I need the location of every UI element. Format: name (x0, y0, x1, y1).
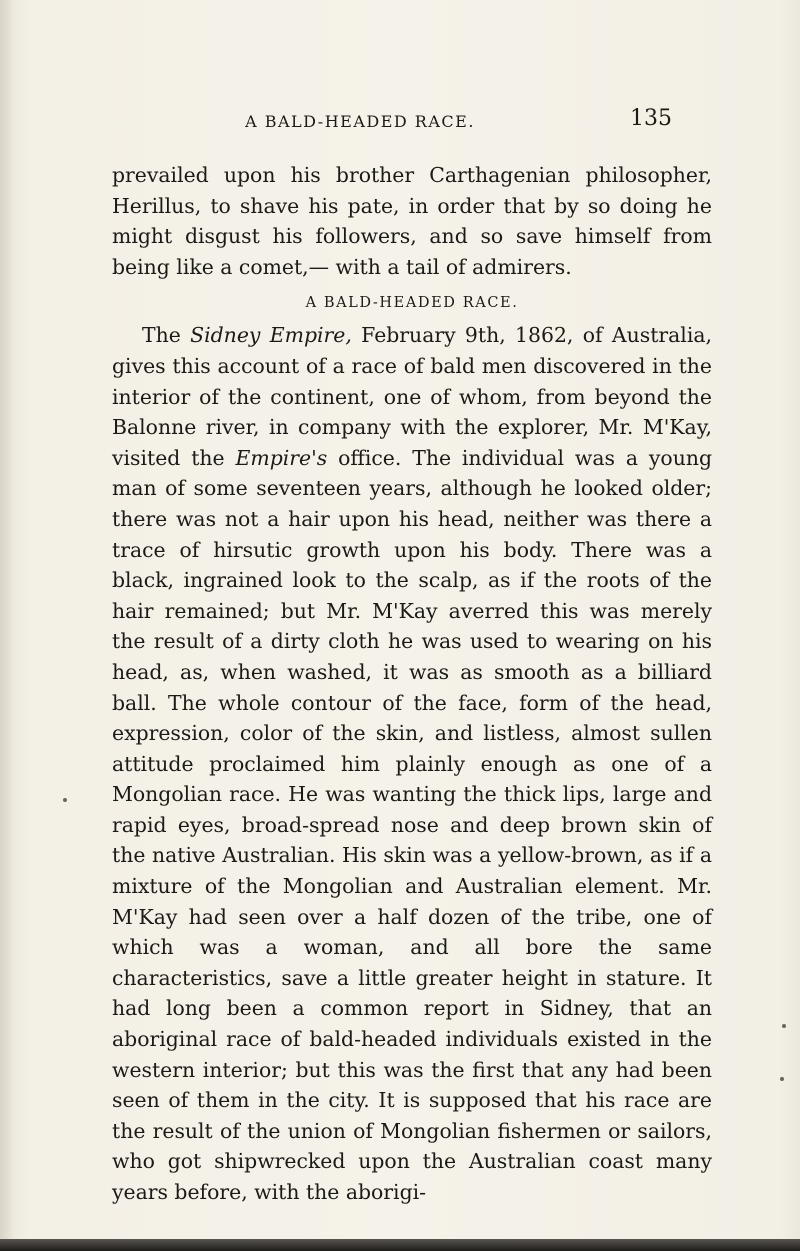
running-title: A BALD-HEADED RACE. (245, 112, 475, 131)
main-paragraph-part-1: February 9th, 1862, of Australia, gives this account of a race of bald men discovered in the interior of the continent, one of whom, from beyond the Balonne river, in company with the explorer, Mr. M'Kay, visited the (112, 323, 712, 470)
print-speck (782, 1024, 786, 1028)
section-heading: A BALD-HEADED RACE. (305, 295, 519, 312)
body-text (112, 160, 712, 1208)
page-number: 135 (630, 106, 672, 131)
newspaper-possessive: Empire's (235, 445, 328, 470)
print-speck (780, 1077, 784, 1081)
print-speck (63, 798, 67, 802)
intro-paragraph: prevailed upon his brother Carthagenian philosopher, Herillus, to shave his pate, in order that by so doing he might disgust his followers, and so save himself from being like a comet,— with a tail of admirers. (112, 163, 712, 279)
main-paragraph-part-2: office. The individual was a young man of some seventeen years, although he looked older; there was not a hair upon his head, neither was there a trace of hirsutic growth upon his body. There was a black, ingrained look to the scalp, as if the roots of the hair remained; but Mr. M'Kay averred this was merely the result of a dirty cloth he was used to wearing on his head, as, when washed, it was as smooth as a billiard ball. The whole contour of the face, form of the head, expression, color of the skin, and listless, almost sullen attitude proclaimed him plainly enough as one of a Mongolian race. He was wanting the thick lips, large and rapid eyes, broad-spread nose and deep brown skin of the native Australian. His skin was a yellow-brown, as if a mixture of the Mongolian and Australian element. Mr. M'Kay had seen over a half dozen of the tribe, one of which was a woman, and all bore the same characteristics, save a little greater height in stature. It had long been a common report in Sidney, that an aboriginal race of bald-headed individuals existed in the western interior; but this was the first that any had been seen of them in the city. It is supposed that his race are the result of the union of Mongolian fishermen or sailors, who got shipwrecked upon the Australian coast many years before, with the aborigi- (112, 445, 713, 1204)
lead-word: The (142, 323, 181, 348)
main-paragraph (112, 320, 712, 1207)
newspaper-title: Sidney Empire, (190, 323, 352, 348)
page-gutter-shadow (0, 0, 14, 1251)
scan-bottom-edge (0, 1239, 800, 1251)
page-header (0, 106, 800, 142)
